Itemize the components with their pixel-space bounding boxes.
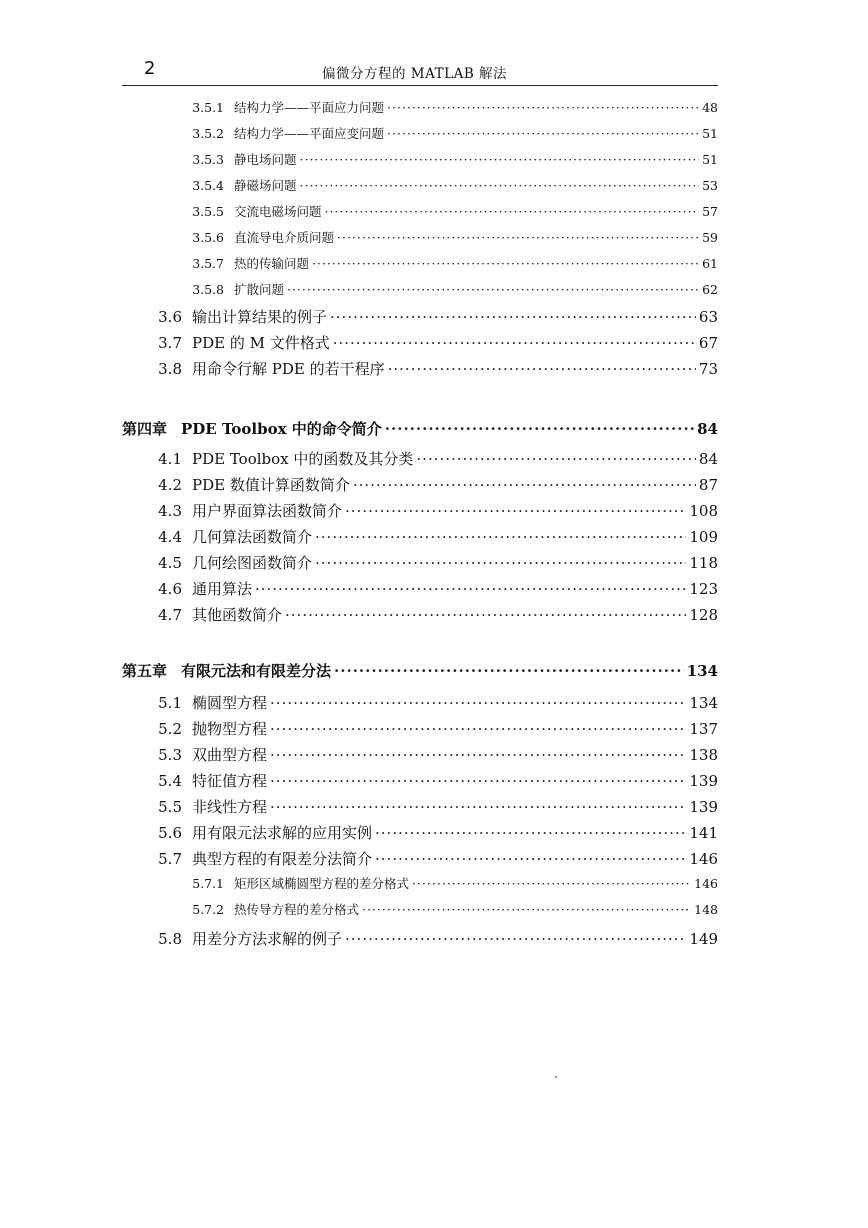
dot-leader bbox=[362, 902, 691, 917]
section-entry bbox=[138, 770, 718, 791]
entry-number: 4.4 bbox=[158, 528, 182, 546]
entry-page-number: 108 bbox=[689, 502, 718, 520]
entry-number: 5.7.2 bbox=[192, 902, 224, 917]
section-entry bbox=[138, 448, 718, 469]
entry-page-number: 84 bbox=[697, 420, 718, 438]
entry-number: 3.7 bbox=[158, 334, 182, 352]
section-entry bbox=[138, 928, 718, 949]
section-entry bbox=[138, 358, 718, 379]
entry-title: 特征值方程 bbox=[192, 772, 268, 790]
subsection-entry bbox=[190, 176, 718, 194]
entry-number: 第五章 bbox=[122, 662, 168, 680]
entry-page-number: 139 bbox=[689, 772, 718, 790]
entry-title: 扩散问题 bbox=[234, 282, 285, 297]
entry-page-number: 134 bbox=[686, 662, 718, 680]
entry-page-number: 84 bbox=[698, 450, 718, 468]
entry-number: 3.5.2 bbox=[192, 126, 224, 141]
entry-title: 几何绘图函数简介 bbox=[192, 554, 313, 572]
section-entry bbox=[138, 848, 718, 869]
subsection-entry bbox=[190, 900, 718, 918]
subsection-entry bbox=[190, 254, 718, 272]
entry-page-number: 146 bbox=[689, 850, 718, 868]
dot-leader bbox=[375, 824, 686, 842]
chapter-entry bbox=[122, 418, 718, 439]
entry-page-number: 118 bbox=[689, 554, 718, 572]
dot-leader bbox=[388, 360, 696, 378]
dot-leader bbox=[300, 152, 700, 167]
dot-leader bbox=[345, 502, 686, 520]
dot-leader bbox=[312, 256, 699, 271]
dot-leader bbox=[416, 450, 696, 468]
dot-leader bbox=[270, 772, 686, 790]
entry-page-number: 61 bbox=[702, 256, 718, 271]
entry-page-number: 134 bbox=[689, 694, 718, 712]
entry-number: 3.5.1 bbox=[192, 100, 224, 115]
entry-page-number: 123 bbox=[689, 580, 718, 598]
entry-page-number: 51 bbox=[702, 152, 718, 167]
entry-number: 5.6 bbox=[158, 824, 182, 842]
dot-leader bbox=[315, 554, 686, 572]
entry-page-number: 62 bbox=[702, 282, 718, 297]
entry-number: 5.1 bbox=[158, 694, 182, 712]
entry-page-number: 57 bbox=[702, 204, 718, 219]
entry-title: 用有限元法求解的应用实例 bbox=[192, 824, 373, 842]
entry-title: 有限元法和有限差分法 bbox=[181, 662, 332, 680]
entry-number: 3.5.5 bbox=[192, 204, 224, 219]
entry-title: 用户界面算法函数简介 bbox=[192, 502, 343, 520]
entry-page-number: 63 bbox=[698, 308, 718, 326]
dot-leader bbox=[255, 580, 686, 598]
section-entry bbox=[138, 526, 718, 547]
entry-number: 4.6 bbox=[158, 580, 182, 598]
entry-title: 矩形区域椭圆型方程的差分格式 bbox=[234, 876, 410, 891]
entry-title: PDE Toolbox 中的函数及其分类 bbox=[192, 450, 414, 468]
dot-leader bbox=[270, 720, 686, 738]
entry-number: 4.7 bbox=[158, 606, 182, 624]
dot-leader bbox=[345, 930, 686, 948]
section-entry bbox=[138, 306, 718, 327]
entry-title: PDE 数值计算函数简介 bbox=[192, 476, 350, 494]
section-entry bbox=[138, 692, 718, 713]
dot-leader bbox=[300, 178, 700, 193]
entry-number: 3.5.3 bbox=[192, 152, 224, 167]
subsection-entry bbox=[190, 280, 718, 298]
entry-title: 静磁场问题 bbox=[234, 178, 297, 193]
entry-title: 直流导电介质问题 bbox=[234, 230, 335, 245]
entry-number: 第四章 bbox=[122, 420, 168, 438]
entry-page-number: 141 bbox=[689, 824, 718, 842]
entry-number: 3.5.6 bbox=[192, 230, 224, 245]
entry-number: 3.5.4 bbox=[192, 178, 224, 193]
entry-number: 4.5 bbox=[158, 554, 182, 572]
entry-title: 椭圆型方程 bbox=[192, 694, 268, 712]
entry-title: PDE Toolbox 中的命令简介 bbox=[181, 420, 382, 438]
entry-title: 热传导方程的差分格式 bbox=[234, 902, 360, 917]
section-entry bbox=[138, 578, 718, 599]
subsection-entry bbox=[190, 228, 718, 246]
section-entry bbox=[138, 500, 718, 521]
entry-page-number: 59 bbox=[702, 230, 718, 245]
dot-leader bbox=[285, 606, 686, 624]
entry-title: 双曲型方程 bbox=[192, 746, 268, 764]
dot-leader bbox=[334, 662, 684, 680]
entry-page-number: 73 bbox=[698, 360, 718, 378]
entry-title: 结构力学——平面应变问题 bbox=[234, 126, 385, 141]
scan-speck bbox=[555, 1076, 557, 1078]
entry-number: 3.8 bbox=[158, 360, 182, 378]
entry-number: 4.3 bbox=[158, 502, 182, 520]
entry-title: 静电场问题 bbox=[234, 152, 297, 167]
entry-title: 其他函数简介 bbox=[192, 606, 283, 624]
dot-leader bbox=[387, 100, 699, 115]
entry-page-number: 149 bbox=[689, 930, 718, 948]
subsection-entry bbox=[190, 202, 718, 220]
dot-leader bbox=[387, 126, 699, 141]
entry-number: 3.5.7 bbox=[192, 256, 224, 271]
entry-title: 用差分方法求解的例子 bbox=[192, 930, 343, 948]
section-entry bbox=[138, 744, 718, 765]
entry-title: 非线性方程 bbox=[192, 798, 268, 816]
entry-number: 5.2 bbox=[158, 720, 182, 738]
entry-page-number: 138 bbox=[689, 746, 718, 764]
entry-page-number: 51 bbox=[702, 126, 718, 141]
section-entry bbox=[138, 474, 718, 495]
dot-leader bbox=[270, 798, 686, 816]
subsection-entry bbox=[190, 124, 718, 142]
dot-leader bbox=[333, 334, 696, 352]
entry-title: 用命令行解 PDE 的若干程序 bbox=[192, 360, 385, 378]
entry-number: 4.2 bbox=[158, 476, 182, 494]
entry-number: 5.7.1 bbox=[192, 876, 224, 891]
entry-number: 5.5 bbox=[158, 798, 182, 816]
dot-leader bbox=[330, 308, 696, 326]
header-rule bbox=[122, 85, 718, 86]
entry-number: 5.8 bbox=[158, 930, 182, 948]
section-entry bbox=[138, 604, 718, 625]
subsection-entry bbox=[190, 98, 718, 116]
dot-leader bbox=[270, 746, 686, 764]
section-entry bbox=[138, 796, 718, 817]
entry-title: 输出计算结果的例子 bbox=[192, 308, 328, 326]
entry-number: 3.5.8 bbox=[192, 282, 224, 297]
entry-page-number: 137 bbox=[689, 720, 718, 738]
chapter-entry bbox=[122, 660, 718, 681]
entry-title: 通用算法 bbox=[192, 580, 253, 598]
subsection-entry bbox=[190, 150, 718, 168]
dot-leader bbox=[337, 230, 699, 245]
entry-number: 5.3 bbox=[158, 746, 182, 764]
entry-page-number: 148 bbox=[694, 902, 718, 917]
entry-page-number: 67 bbox=[698, 334, 718, 352]
section-entry bbox=[138, 822, 718, 843]
running-title: 偏微分方程的 MATLAB 解法 bbox=[322, 66, 508, 82]
entry-title: 典型方程的有限差分法简介 bbox=[192, 850, 373, 868]
page-number: 2 bbox=[144, 58, 156, 79]
entry-number: 3.6 bbox=[158, 308, 182, 326]
section-entry bbox=[138, 332, 718, 353]
entry-title: 热的传输问题 bbox=[234, 256, 310, 271]
dot-leader bbox=[353, 476, 696, 494]
entry-page-number: 146 bbox=[694, 876, 718, 891]
section-entry bbox=[138, 552, 718, 573]
subsection-entry bbox=[190, 874, 718, 892]
dot-leader bbox=[325, 204, 700, 219]
entry-page-number: 128 bbox=[689, 606, 718, 624]
entry-title: 结构力学——平面应力问题 bbox=[234, 100, 385, 115]
entry-number: 5.7 bbox=[158, 850, 182, 868]
dot-leader bbox=[270, 694, 686, 712]
dot-leader bbox=[287, 282, 699, 297]
entry-page-number: 109 bbox=[689, 528, 718, 546]
entry-number: 5.4 bbox=[158, 772, 182, 790]
section-entry bbox=[138, 718, 718, 739]
dot-leader bbox=[375, 850, 686, 868]
entry-page-number: 53 bbox=[702, 178, 718, 193]
entry-number: 4.1 bbox=[158, 450, 182, 468]
entry-title: PDE 的 M 文件格式 bbox=[192, 334, 330, 352]
entry-page-number: 139 bbox=[689, 798, 718, 816]
entry-title: 几何算法函数简介 bbox=[192, 528, 313, 546]
entry-page-number: 87 bbox=[698, 476, 718, 494]
entry-title: 交流电磁场问题 bbox=[234, 204, 322, 219]
dot-leader bbox=[315, 528, 686, 546]
running-header bbox=[122, 56, 718, 86]
dot-leader bbox=[385, 420, 694, 438]
entry-page-number: 48 bbox=[702, 100, 718, 115]
entry-title: 抛物型方程 bbox=[192, 720, 268, 738]
dot-leader bbox=[412, 876, 691, 891]
